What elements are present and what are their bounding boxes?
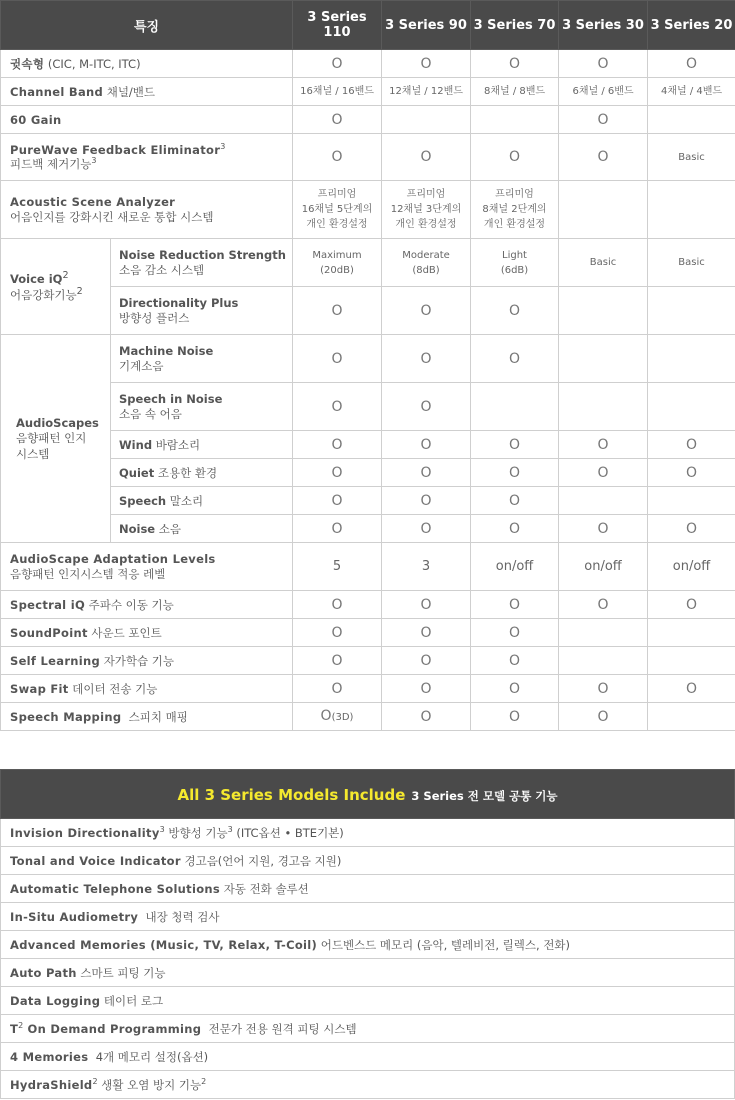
value-cell [559,619,648,647]
value-cell: O [471,619,559,647]
value-cell: O [471,515,559,543]
value-cell [648,287,735,335]
value-cell: O(3D) [293,703,382,731]
value-cell: O [293,431,382,459]
common-feature: $T^2$ On Demand Programming 전문가 전용 원격 피팅 시스템 [1,1015,735,1043]
value-cell: O [471,675,559,703]
table-row [1,383,735,431]
table-row [1,515,735,543]
common-feature: Advanced Memories (Music, TV, Relax, T-Coil) 어드벤스드 메모리 (음악, 텔레비전, 릴렉스, 전화) [1,931,735,959]
value-cell: O [293,459,382,487]
value-cell: O [382,591,471,619]
value-cell: O [471,431,559,459]
list-item [1,875,735,903]
model-header-70: 3 Series 70 [471,1,559,50]
value-cell [648,335,735,383]
value-cell: O [559,515,648,543]
value-cell: O [293,383,382,431]
value-cell: O [559,106,648,134]
feature-label: PureWave Feedback Eliminator$^3$ 피드백 제거기능$^3$ [1,134,293,181]
table-row [1,335,735,383]
value-cell [471,106,559,134]
feature-label: 귓속형 (CIC, M-ITC, ITC) [1,50,293,78]
model-header-90: 3 Series 90 [382,1,471,50]
value-cell: O [648,431,735,459]
value-cell: 3 [382,543,471,591]
common-feature: Automatic Telephone Solutions 자동 전화 솔루션 [1,875,735,903]
table-row [1,78,735,106]
common-feature: In-Situ Audiometry 내장 청력 검사 [1,903,735,931]
value-cell [648,647,735,675]
list-item [1,959,735,987]
table-row [1,619,735,647]
model-header-30: 3 Series 30 [559,1,648,50]
model-header-20: 3 Series 20 [648,1,735,50]
value-cell: O [293,335,382,383]
table-row [1,50,735,78]
value-cell: 프리미엄 16채널 5단계의 개인 환경설정 [293,181,382,239]
value-cell: O [648,50,735,78]
feature-label: Self Learning 자가학습 기능 [1,647,293,675]
table-row [1,543,735,591]
value-cell: 12채널 / 12밴드 [382,78,471,106]
table-row [1,287,735,335]
value-cell: 16채널 / 16밴드 [293,78,382,106]
value-cell [648,106,735,134]
value-cell: O [293,106,382,134]
value-cell: O [559,591,648,619]
feature-label: SoundPoint 사운드 포인트 [1,619,293,647]
feature-label: Spectral iQ 주파수 이동 기능 [1,591,293,619]
common-feature: Data Logging 테이터 로그 [1,987,735,1015]
table-row [1,431,735,459]
value-cell: O [293,487,382,515]
value-cell: O [382,619,471,647]
value-cell: 프리미엄 8채널 2단계의 개인 환경설정 [471,181,559,239]
feature-label: Channel Band 채널/밴드 [1,78,293,106]
table-row [1,181,735,239]
common-feature: Tonal and Voice Indicator 경고음(언어 지원, 경고음 지원) [1,847,735,875]
value-cell: 6채널 / 6밴드 [559,78,648,106]
sub-feature-label: Machine Noise 기계소음 [111,335,293,383]
value-cell: Basic [648,239,735,287]
value-cell: O [382,675,471,703]
sub-feature-label: Wind 바람소리 [111,431,293,459]
value-cell: O [471,591,559,619]
value-cell: O [559,703,648,731]
feature-label: Speech Mapping 스피치 매핑 [1,703,293,731]
value-cell: Basic [559,239,648,287]
value-cell [559,647,648,675]
model-header-110: 3 Series 110 [293,1,382,50]
value-cell: 8채널 / 8밴드 [471,78,559,106]
feature-label: Acoustic Scene Analyzer 어음인지를 강화시킨 새로운 통합 시스템 [1,181,293,239]
value-cell: Maximum (20dB) [293,239,382,287]
value-cell [559,383,648,431]
value-cell: O [382,335,471,383]
list-item [1,931,735,959]
value-cell [471,383,559,431]
list-item [1,987,735,1015]
value-cell: O [648,675,735,703]
value-cell: O [382,647,471,675]
value-cell [559,487,648,515]
sub-feature-label: Noise 소음 [111,515,293,543]
value-cell: O [382,487,471,515]
table-row [1,703,735,731]
value-cell: O [293,675,382,703]
common-title: All 3 Series Models Include 3 Series 전 모델 공통 기능 [1,770,735,819]
value-cell: 5 [293,543,382,591]
value-cell: O [559,459,648,487]
feature-label: AudioScape Adaptation Levels 음향패턴 인지시스템 적응 레벨 [1,543,293,591]
value-cell: O [471,134,559,181]
list-item [1,1015,735,1043]
value-cell [648,703,735,731]
value-cell: O [471,703,559,731]
value-cell [648,181,735,239]
value-cell: Moderate (8dB) [382,239,471,287]
value-cell: O [648,459,735,487]
list-item [1,1043,735,1071]
table-row [1,675,735,703]
value-cell: 4채널 / 4밴드 [648,78,735,106]
group-label-audioscapes: AudioScapes 음향패턴 인지 시스템 [1,335,111,543]
table-row [1,134,735,181]
sub-feature-label: Directionality Plus 방향성 플러스 [111,287,293,335]
value-cell: O [471,647,559,675]
common-feature: Invision Directionality$^3$ 방향성 기능$^3$ (ITC옵션 • BTE기본) [1,819,735,847]
value-cell: on/off [648,543,735,591]
value-cell: O [471,335,559,383]
value-cell: O [648,515,735,543]
value-cell [648,619,735,647]
value-cell: O [293,591,382,619]
value-cell: O [382,134,471,181]
value-cell: O [559,134,648,181]
value-cell [648,383,735,431]
table-row [1,647,735,675]
value-cell: O [648,591,735,619]
value-cell: Basic [648,134,735,181]
value-cell: O [471,487,559,515]
feature-label: Swap Fit 데이터 전송 기능 [1,675,293,703]
value-cell: O [293,50,382,78]
list-item [1,903,735,931]
value-cell [559,335,648,383]
value-cell: O [382,459,471,487]
value-cell: O [559,50,648,78]
sub-feature-label: Noise Reduction Strength 소음 감소 시스템 [111,239,293,287]
value-cell: on/off [471,543,559,591]
value-cell: O [293,515,382,543]
feature-header: 특징 [1,1,293,50]
value-cell: O [471,50,559,78]
feature-label: 60 Gain [1,106,293,134]
value-cell: O [382,50,471,78]
value-cell: O [293,647,382,675]
table-row [1,487,735,515]
value-cell: Light (6dB) [471,239,559,287]
table-row [1,239,735,287]
table-row [1,591,735,619]
group-label-voice-iq: Voice $iQ^2$ 어음강화기능$^2$ [1,239,111,335]
value-cell: O [382,383,471,431]
value-cell: O [559,431,648,459]
sub-feature-label: Quiet 조용한 환경 [111,459,293,487]
value-cell [559,287,648,335]
value-cell: O [559,675,648,703]
common-features-table [0,769,735,1099]
table-row [1,106,735,134]
value-cell: on/off [559,543,648,591]
value-cell: O [293,287,382,335]
list-item [1,847,735,875]
list-item [1,819,735,847]
sub-feature-label: Speech in Noise 소음 속 어음 [111,383,293,431]
table-row [1,459,735,487]
value-cell: O [293,134,382,181]
value-cell: O [382,515,471,543]
value-cell: O [382,287,471,335]
common-feature: 4 Memories 4개 메모리 설정(옵션) [1,1043,735,1071]
header-row [1,1,735,50]
list-item [1,1071,735,1099]
value-cell: O [471,459,559,487]
value-cell [648,487,735,515]
sub-feature-label: Speech 말소리 [111,487,293,515]
value-cell: O [471,287,559,335]
value-cell: 프리미엄 12채널 3단계의 개인 환경설정 [382,181,471,239]
value-cell [559,181,648,239]
common-feature: Auto Path 스마트 피팅 기능 [1,959,735,987]
value-cell: O [382,431,471,459]
common-title-row [1,770,735,819]
value-cell: O [382,703,471,731]
common-feature: HydraShield$^2$ 생활 오염 방지 기능$^2$ [1,1071,735,1099]
value-cell: O [293,619,382,647]
value-cell [382,106,471,134]
